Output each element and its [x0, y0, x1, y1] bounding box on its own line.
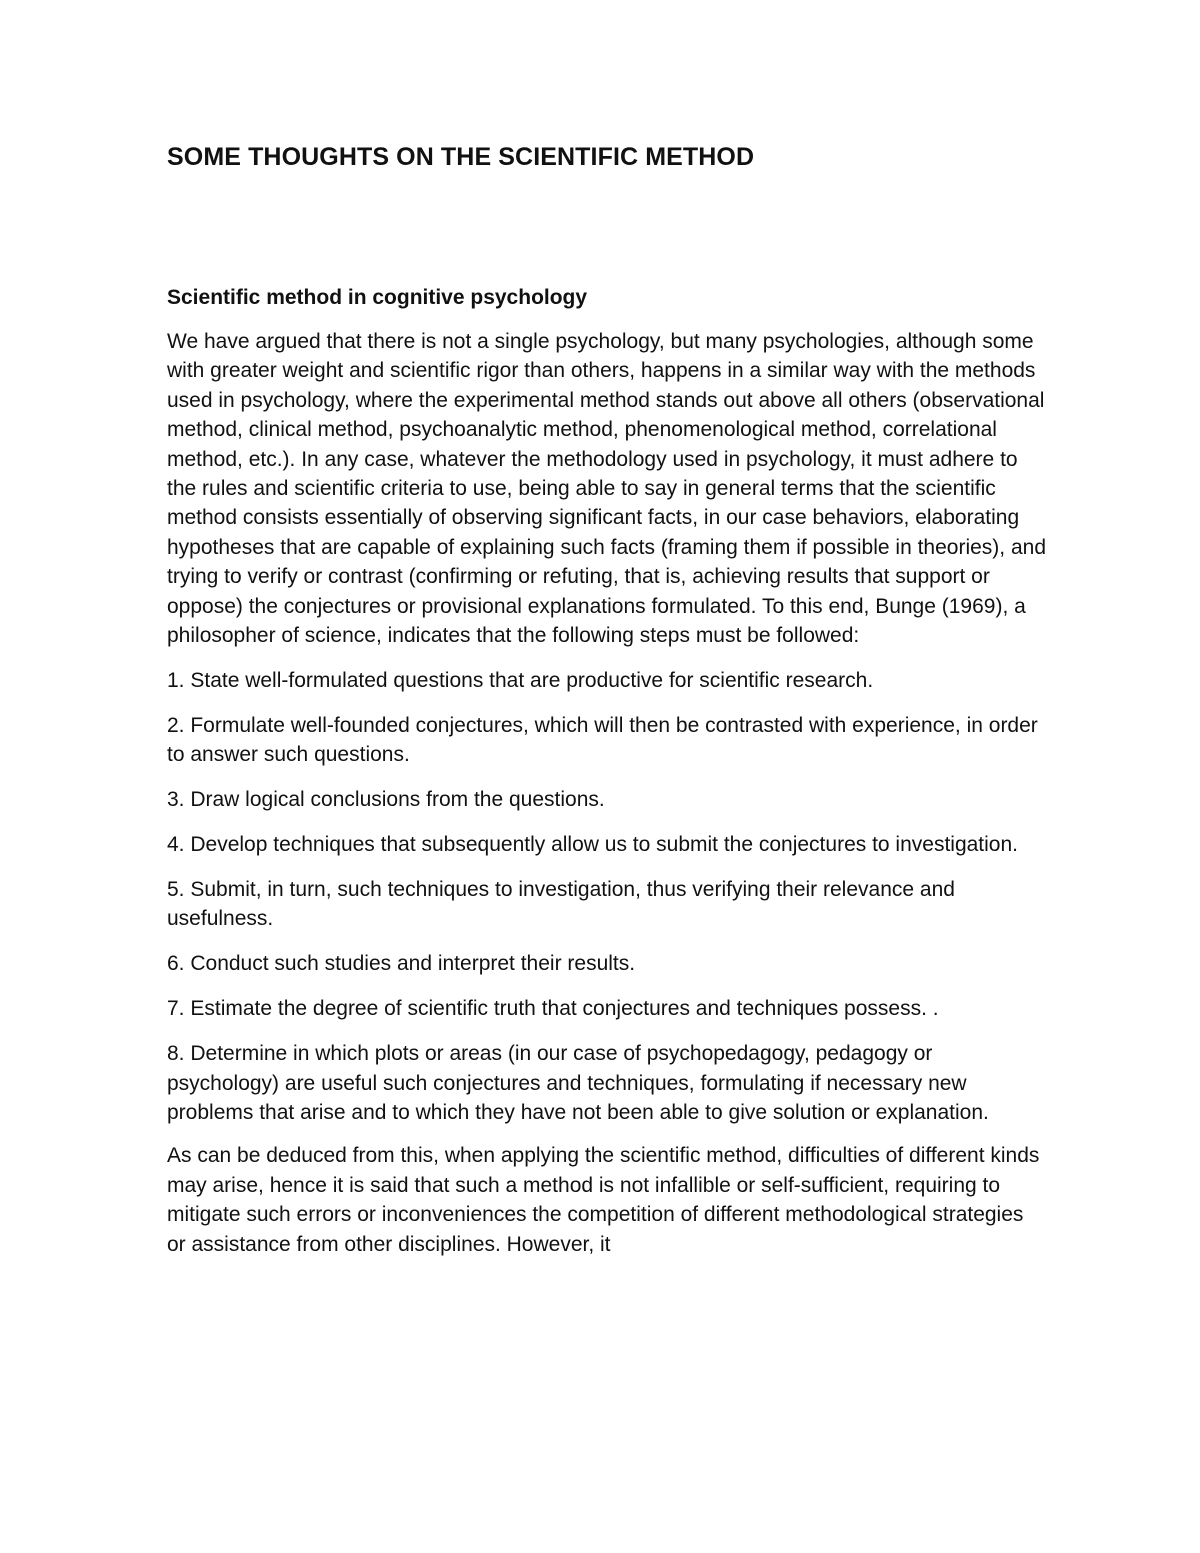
step-item: 7. Estimate the degree of scientific truth that conjectures and techniques possess. .	[167, 997, 939, 1021]
section-heading: Scientific method in cognitive psychology	[167, 286, 588, 309]
document-body	[167, 140, 1047, 1259]
intro-paragraph: We have argued that there is not a single psychology, but many psychologies, although some with greater weight and scientific rigor than others, happens in a similar way with the methods used in psychology, where the experimental method stands out above all others (observational method, clinical method, psychoanalytic method, phenomenological method, correlational method, etc.). In any case, whatever the methodology used in psychology, it must adhere to the rules and scientific criteria to use, being able to say in general terms that the scientific method consists essentially of observing significant facts, in our case behaviors, elaborating hypotheses that are capable of explaining such facts (framing them if possible in theories), and trying to verify or contrast (confirming or refuting, that is, achieving results that support or oppose) the conjectures or provisional explanations formulated. To this end, Bunge (1969), a philosopher of science, indicates that the following steps must be followed:	[167, 330, 1046, 648]
step-item: 2. Formulate well-founded conjectures, which will then be contrasted with experience, in order to answer such questions.	[167, 713, 1038, 767]
closing-paragraph: As can be deduced from this, when applying the scientific method, difficulties of different kinds may arise, hence it is said that such a method is not infallible or self-sufficient, requiring to mitigate such errors or inconveniences the competition of different methodological strategies or assistance from other disciplines. However, it	[167, 1144, 1040, 1256]
step-item: 4. Develop techniques that subsequently allow us to submit the conjectures to investigation.	[167, 833, 1019, 857]
step-item: 8. Determine in which plots or areas (in our case of psychopedagogy, pedagogy or psychology) are useful such conjectures and techniques, formulating if necessary new problems that arise and to which they have not been able to give solution or explanation.	[167, 1042, 989, 1124]
step-item: 5. Submit, in turn, such techniques to investigation, thus verifying their relevance and usefulness.	[167, 878, 955, 931]
steps-list	[167, 666, 1047, 1127]
step-item: 1. State well-formulated questions that are productive for scientific research.	[167, 668, 874, 692]
document-title: SOME THOUGHTS ON THE SCIENTIFIC METHOD	[167, 143, 755, 171]
step-item: 6. Conduct such studies and interpret their results.	[167, 952, 636, 976]
step-item: 3. Draw logical conclusions from the questions.	[167, 788, 605, 812]
